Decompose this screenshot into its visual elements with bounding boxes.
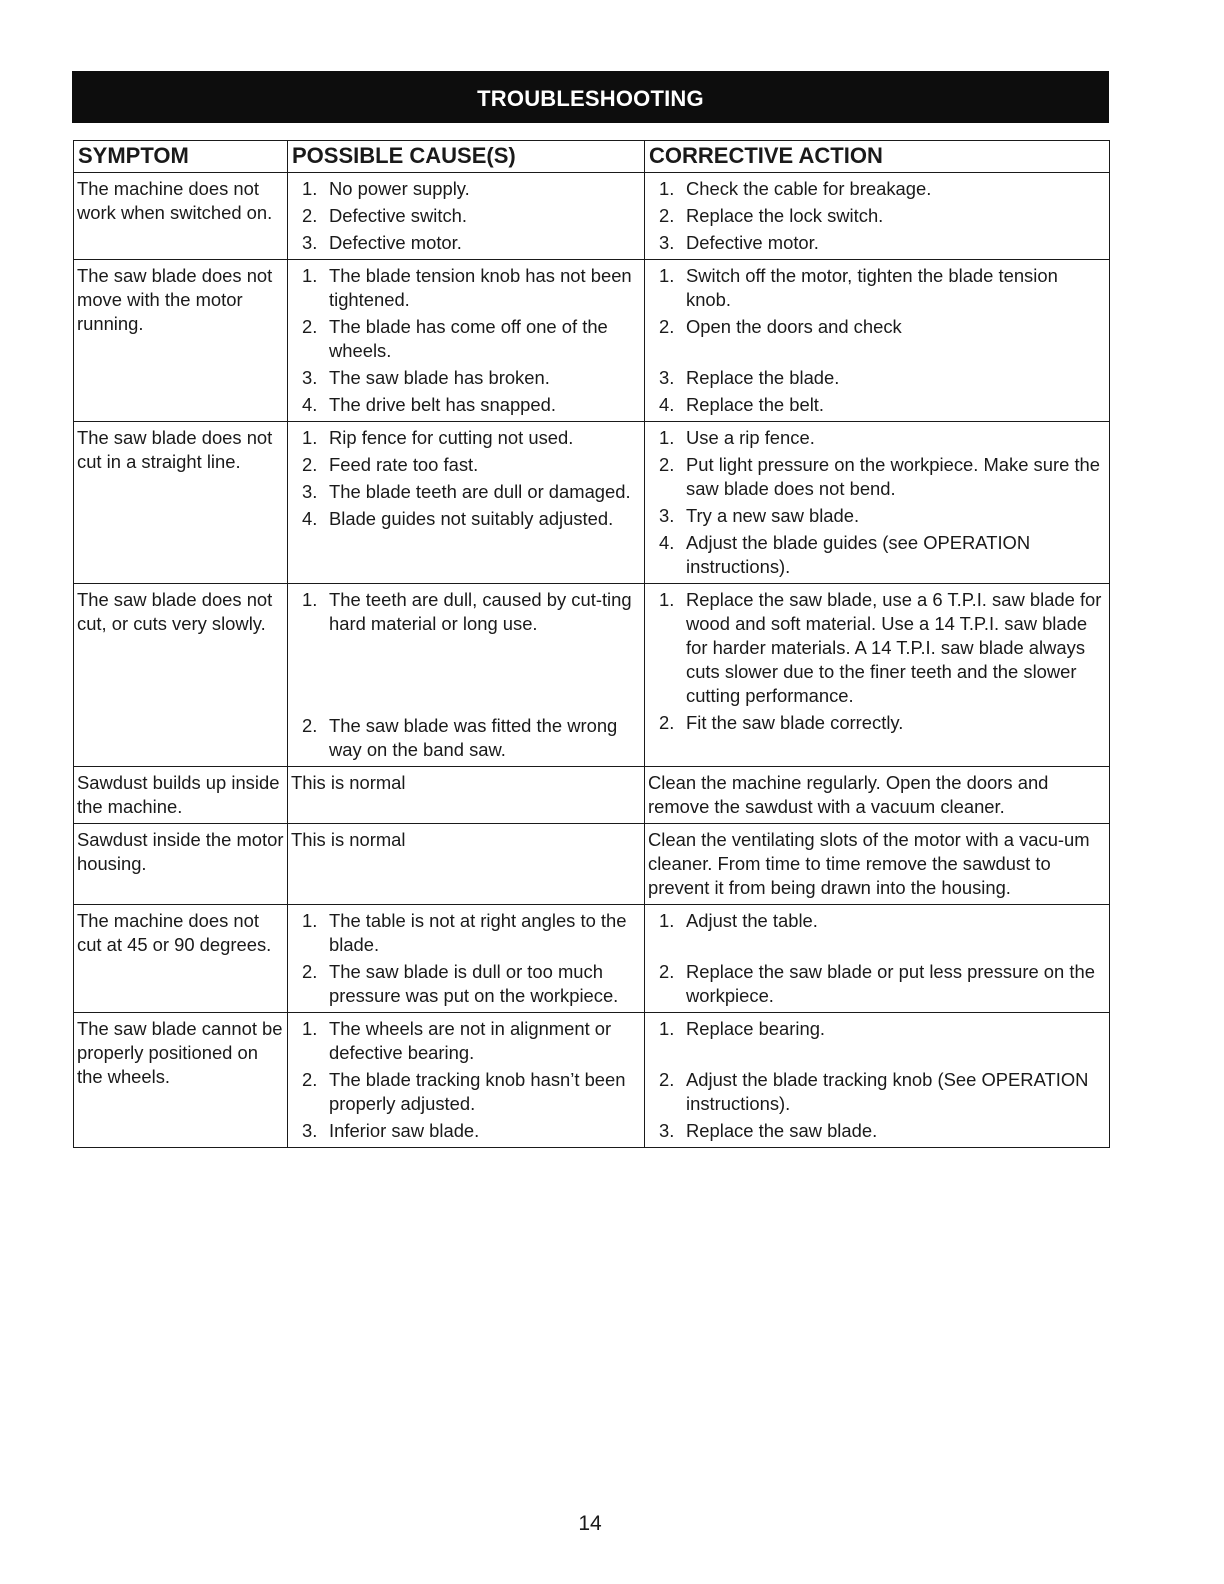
item-number: 2. [302,205,318,226]
item-number: 1. [302,265,318,286]
cause-item [291,264,642,312]
action-text: Put light pressure on the workpiece. Make sure the saw blade does not bend. [686,454,1101,499]
item-number: 2. [659,712,675,733]
action-cell [645,173,1110,260]
cause-item [291,480,642,504]
action-cell [645,422,1110,584]
action-cell: Clean the ventilating slots of the motor with a vacu-um cleaner. From time to time remove the sawdust to prevent it from being drawn into the housing. [645,824,1110,905]
action-text: Switch off the motor, tighten the blade tension knob. [686,265,1058,310]
action-item [648,1068,1107,1116]
column-header-possible-causes: POSSIBLE CAUSE(S) [288,141,645,173]
item-number: 2. [659,454,675,475]
action-cell [645,584,1110,767]
item-number: 4. [302,508,318,529]
item-number: 2. [659,961,675,982]
item-number: 1. [302,1018,318,1039]
action-item [648,531,1107,579]
table-row [74,1013,1110,1148]
action-text: Open the doors and check [686,316,902,337]
table-row [74,584,1110,767]
cause-text: The drive belt has snapped. [329,394,556,415]
item-number: 3. [659,505,675,526]
cause-text: The blade tracking knob hasn’t been properly adjusted. [329,1069,626,1114]
action-text: Replace the blade. [686,367,840,388]
cause-item [291,315,642,363]
page-number: 14 [578,1512,602,1535]
item-number: 1. [659,910,675,931]
symptom-cell: The machine does not work when switched on. [74,173,288,260]
item-number: 3. [659,232,675,253]
section-title-banner: TROUBLESHOOTING [72,71,1109,123]
item-number: 4. [302,394,318,415]
item-number: 1. [302,589,318,610]
table-header-row [74,141,1110,173]
cause-text: Rip fence for cutting not used. [329,427,574,448]
item-number: 2. [659,1069,675,1090]
action-item [648,426,1107,450]
item-number: 1. [659,1018,675,1039]
item-number: 3. [302,367,318,388]
cause-text: Defective switch. [329,205,467,226]
table-row [74,767,1110,824]
item-number: 4. [659,532,675,553]
action-text: Replace the lock switch. [686,205,884,226]
cause-item [291,507,642,531]
item-number: 4. [659,394,675,415]
item-number: 1. [302,178,318,199]
item-number: 1. [659,178,675,199]
cause-text: The teeth are dull, caused by cut-ting hard material or long use. [329,589,632,634]
item-number: 1. [659,265,675,286]
cause-cell [288,905,645,1013]
cause-item [291,1119,642,1143]
action-text: Defective motor. [686,232,819,253]
action-item [648,711,1107,735]
item-number: 2. [302,961,318,982]
action-text: Replace the belt. [686,394,825,415]
action-item [648,504,1107,528]
cause-cell [288,1013,645,1148]
item-number: 2. [659,205,675,226]
cause-text: Defective motor. [329,232,462,253]
action-item [648,264,1107,312]
action-cell [645,260,1110,422]
action-text: Replace the saw blade. [686,1120,878,1141]
column-header-corrective-action: CORRECTIVE ACTION [645,141,1110,173]
item-number: 1. [302,427,318,448]
action-cell [645,905,1110,1013]
symptom-cell: The saw blade does not cut, or cuts very slowly. [74,584,288,767]
cause-text: The saw blade is dull or too much pressure was put on the workpiece. [329,961,619,1006]
action-text: Replace bearing. [686,1018,826,1039]
action-text: Adjust the table. [686,910,818,931]
item-number: 3. [302,232,318,253]
cause-cell [288,173,645,260]
action-item [648,393,1107,417]
action-text: Replace the saw blade, use a 6 T.P.I. saw blade for wood and soft material. Use a 14 T.P.I. saw blade for harder materials. A 14 T.P.I. saw blade always cuts slower due to the finer teeth and the slower cutting performance. [686,589,1102,706]
action-text: Replace the saw blade or put less pressure on the workpiece. [686,961,1095,1006]
cause-text: No power supply. [329,178,470,199]
cause-text: The blade tension knob has not been tightened. [329,265,632,310]
table-row [74,905,1110,1013]
cause-text: Feed rate too fast. [329,454,479,475]
action-text: Check the cable for breakage. [686,178,932,199]
cause-item [291,714,642,762]
cause-cell [288,422,645,584]
cause-item [291,1017,642,1065]
action-item [648,315,1107,363]
cause-cell [288,260,645,422]
table-row [74,422,1110,584]
symptom-cell: Sawdust builds up inside the machine. [74,767,288,824]
action-item [648,960,1107,1008]
cause-item [291,960,642,1008]
item-number: 3. [302,481,318,502]
symptom-cell: The machine does not cut at 45 or 90 degrees. [74,905,288,1013]
action-item [648,1119,1107,1143]
item-number: 2. [302,715,318,736]
cause-text: The blade teeth are dull or damaged. [329,481,631,502]
action-item [648,909,1107,957]
cause-cell [288,584,645,767]
cause-text: Inferior saw blade. [329,1120,480,1141]
action-text: Try a new saw blade. [686,505,860,526]
cause-text: Blade guides not suitably adjusted. [329,508,614,529]
cause-text: The saw blade was fitted the wrong way on the band saw. [329,715,618,760]
item-number: 2. [302,1069,318,1090]
item-number: 1. [302,910,318,931]
action-item [648,231,1107,255]
action-item [648,204,1107,228]
item-number: 3. [302,1120,318,1141]
symptom-cell: The saw blade cannot be properly positioned on the wheels. [74,1013,288,1148]
table-row [74,824,1110,905]
cause-text: The wheels are not in alignment or defective bearing. [329,1018,612,1063]
cause-item [291,231,642,255]
action-item [648,453,1107,501]
cause-cell: This is normal [288,767,645,824]
troubleshooting-table [73,140,1110,1148]
cause-item [291,204,642,228]
cause-text: The table is not at right angles to the blade. [329,910,627,955]
item-number: 2. [302,454,318,475]
symptom-cell: Sawdust inside the motor housing. [74,824,288,905]
item-number: 1. [659,427,675,448]
action-item [648,366,1107,390]
column-header-symptom: SYMPTOM [74,141,288,173]
cause-text: The blade has come off one of the wheels. [329,316,608,361]
item-number: 2. [659,316,675,337]
cause-item [291,393,642,417]
action-text: Adjust the blade guides (see OPERATION instructions). [686,532,1031,577]
item-number: 2. [302,316,318,337]
cause-item [291,1068,642,1116]
symptom-cell: The saw blade does not move with the motor running. [74,260,288,422]
action-text: Adjust the blade tracking knob (See OPERATION instructions). [686,1069,1089,1114]
action-text: Use a rip fence. [686,427,815,448]
action-item [648,588,1107,708]
cause-text: The saw blade has broken. [329,367,550,388]
action-item [648,1017,1107,1065]
action-cell [645,1013,1110,1148]
cause-item [291,588,642,711]
table-row [74,260,1110,422]
item-number: 1. [659,589,675,610]
cause-item [291,366,642,390]
cause-item [291,426,642,450]
action-text: Fit the saw blade correctly. [686,712,904,733]
cause-item [291,177,642,201]
cause-item [291,909,642,957]
action-cell: Clean the machine regularly. Open the doors and remove the sawdust with a vacuum cleaner. [645,767,1110,824]
cause-item [291,453,642,477]
item-number: 3. [659,1120,675,1141]
item-number: 3. [659,367,675,388]
table-row [74,173,1110,260]
symptom-cell: The saw blade does not cut in a straight line. [74,422,288,584]
cause-cell: This is normal [288,824,645,905]
action-item [648,177,1107,201]
